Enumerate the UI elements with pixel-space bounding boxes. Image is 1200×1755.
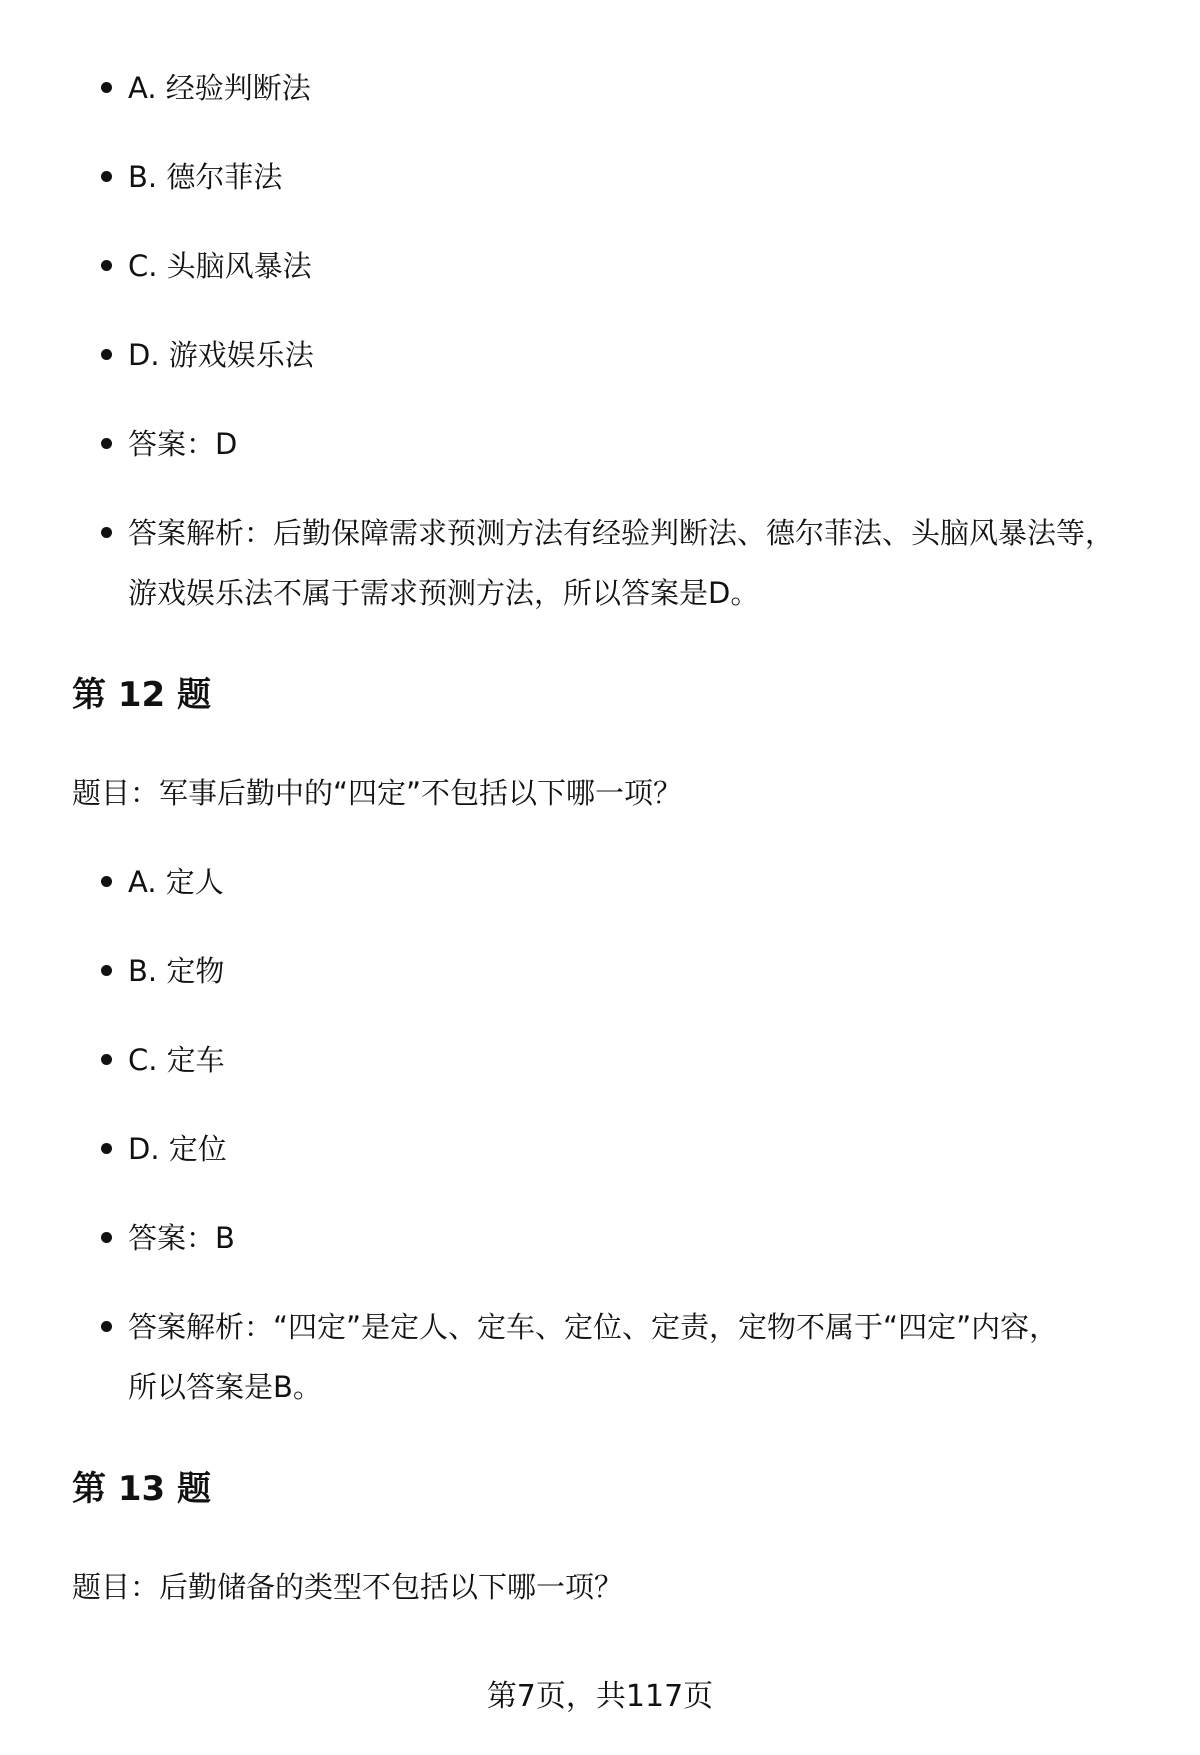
bullet-icon [101,527,112,538]
q11-option-a [128,58,1128,118]
option-text: C. 头脑风暴法 [128,249,312,283]
answer-text: 答案：B [128,1221,235,1255]
q13-question: 题目：后勤储备的类型不包括以下哪一项？ [72,1570,624,1604]
bullet-icon [101,349,112,360]
option-text: D. 定位 [128,1132,227,1166]
page-number-footer: 第7页，共117页 [486,1679,714,1714]
q11-option-b [128,147,1128,207]
bullet-icon [101,260,112,271]
option-text: B. 定物 [128,954,225,988]
analysis-line-2: 游戏娱乐法不属于需求预测方法，所以答案是D。 [128,576,760,610]
analysis-line-2: 所以答案是B。 [128,1370,322,1404]
bullet-icon [101,82,112,93]
bullet-icon [101,438,112,449]
q12-option-b [128,941,1128,1001]
q12-option-d [128,1119,1128,1179]
bullet-icon [101,1321,112,1332]
q12-heading: 第 12 题 [72,675,211,715]
q11-option-d [128,325,1128,385]
q12-question: 题目：军事后勤中的“四定”不包括以下哪一项？ [72,776,683,810]
q12-answer [128,1208,1128,1268]
bullet-icon [101,965,112,976]
analysis-line-1: 答案解析：后勤保障需求预测方法有经验判断法、德尔菲法、头脑风暴法等， [128,516,1115,550]
q13-heading: 第 13 题 [72,1469,211,1509]
bullet-icon [101,1232,112,1243]
bullet-icon [101,1143,112,1154]
bullet-icon [101,876,112,887]
option-text: A. 经验判断法 [128,71,311,105]
q11-answer [128,414,1128,474]
option-text: A. 定人 [128,865,224,899]
analysis-line-1: 答案解析：“四定”是定人、定车、定位、定责，定物不属于“四定”内容， [128,1310,1059,1344]
option-text: D. 游戏娱乐法 [128,338,314,372]
q12-analysis [128,1297,1128,1417]
option-text: C. 定车 [128,1043,225,1077]
q11-option-c [128,236,1128,296]
bullet-icon [101,1054,112,1065]
bullet-icon [101,171,112,182]
q11-analysis [128,503,1128,623]
q12-option-a [128,852,1128,912]
q12-option-c [128,1030,1128,1090]
answer-text: 答案：D [128,427,238,461]
option-text: B. 德尔菲法 [128,160,283,194]
